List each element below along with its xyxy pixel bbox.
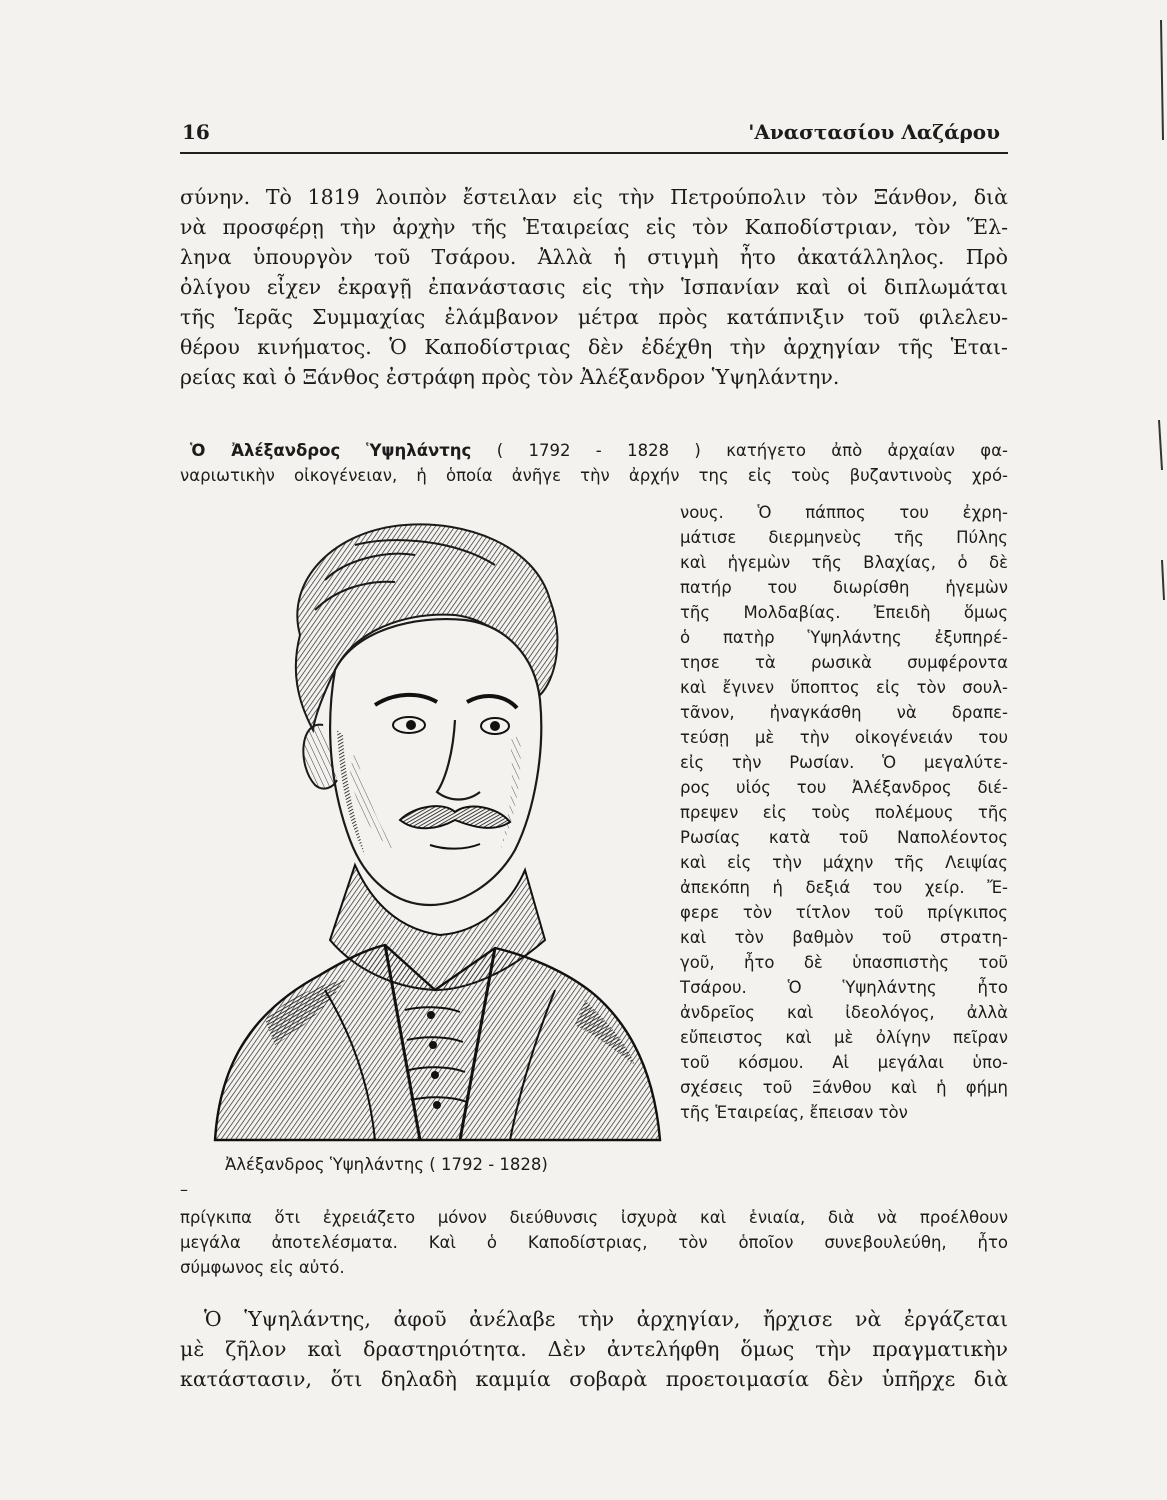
text-line: τησε τὰ ρωσικὰ συμφέροντα <box>680 653 1008 672</box>
text-line: ἀπεκόπη ἡ δεξιά του χείρ. Ἔ- <box>680 878 1008 897</box>
portrait-caption: Ἀλέξανδρος Ὑψηλάντης ( 1792 - 1828) <box>225 1155 548 1174</box>
text-line: κατάστασιν, ὅτι δηλαδὴ καμμία σοβαρὰ προετοιμασία δὲν ὑπῆρχε διὰ <box>180 1367 1008 1391</box>
text-line: ρος υἱός του Ἀλέξανδρος διέ- <box>680 778 1008 797</box>
text-line: νους. Ὁ πάππος του ἐχρη- <box>680 503 1008 522</box>
biography-intro-text: ( 1792 - 1828 ) κατήγετο ἀπὸ ἀρχαίαν φα- <box>496 441 1008 460</box>
running-title: 'Αναστασίου Λαζάρου <box>748 120 1000 144</box>
page-header <box>180 118 1008 154</box>
text-line: μεγάλα ἀποτελέσματα. Καὶ ὁ Καποδίστριας, τὸν ὁποῖον συνεβουλεύθη, ἦτο <box>180 1233 1008 1252</box>
text-line: σύμφωνος εἰς αὐτό. <box>180 1258 345 1277</box>
text-line: τᾶνον, ἠναγκάσθη νὰ δραπε- <box>680 703 1008 722</box>
paragraph-1 <box>180 182 1008 392</box>
text-line: εὔπειστος καὶ μὲ ὀλίγην πεῖραν <box>680 1028 1008 1047</box>
text-line: πρίγκιπα ὅτι ἐχρειάζετο μόνον διεύθυνσις ἰσχυρὰ καὶ ἑνιαία, διὰ νὰ προέλθουν <box>180 1208 1008 1227</box>
biography-subject-name: Ὁ Ἀλέξανδρος Ὑψηλάντης <box>190 441 472 460</box>
text-line: τῆς Μολδαβίας. Ἐπειδὴ ὅμως <box>680 603 1008 622</box>
text-line: μάτισε διερμηνεὺς τῆς Πύλης <box>680 528 1008 547</box>
text-line: πρεψεν εἰς τοὺς πολέμους τῆς <box>680 803 1008 822</box>
text-line: καὶ εἰς τὴν μάχην τῆς Λειψίας <box>680 853 1008 872</box>
text-line: τῆς Ἑταιρείας, ἔπεισαν τὸν <box>680 1103 908 1122</box>
text-line: Τσάρου. Ὁ Ὑψηλάντης ἦτο <box>680 978 1008 997</box>
text-line: Ρωσίας κατὰ τοῦ Ναπολέοντος <box>680 828 1008 847</box>
text-line <box>190 438 1008 463</box>
text-line: ναριωτικὴν οἰκογένειαν, ἡ ὁποία ἀνῆγε τὴν ἀρχήν της εἰς τοὺς βυζαντινοὺς χρό- <box>180 466 1008 485</box>
text-line: καὶ τὸν βαθμὸν τοῦ στρατη- <box>680 928 1008 947</box>
text-line: ὁ πατὴρ Ὑψηλάντης ἐξυπηρέ- <box>680 628 1008 647</box>
biography-tail <box>180 1205 1008 1280</box>
biography-intro <box>180 438 1008 488</box>
text-line: εἰς τὴν Ρωσίαν. Ὁ μεγαλύτε- <box>680 753 1008 772</box>
text-line: ἀνδρεῖος καὶ ἰδεολόγος, ἀλλὰ <box>680 1003 1008 1022</box>
text-line: ληνα ὑπουργὸν τοῦ Τσάρου. Ἀλλὰ ἡ στιγμὴ ἦτο ἀκατάλληλος. Πρὸ <box>180 245 1008 269</box>
portrait-engraving <box>205 520 665 1150</box>
text-line: Ὁ Ὑψηλάντης, ἀφοῦ ἀνέλαβε τὴν ἀρχηγίαν, ἤρχισε νὰ ἐργάζεται <box>204 1307 1008 1331</box>
text-line: μὲ ζῆλον καὶ δραστηριότητα. Δὲν ἀντελήφθη ὅμως τὴν πραγματικὴν <box>180 1337 1008 1361</box>
paragraph-2 <box>180 1304 1008 1394</box>
text-line: τοῦ κόσμου. Αἱ μεγάλαι ὑπο- <box>680 1053 1008 1072</box>
text-line: ρείας καὶ ὁ Ξάνθος ἐστράφη πρὸς τὸν Ἀλέξανδρον Ὑψηλάντην. <box>180 365 840 389</box>
text-line: νὰ προσφέρῃ τὴν ἀρχὴν τῆς Ἑταιρείας εἰς τὸν Καποδίστριαν, τὸν Ἕλ- <box>180 215 1008 239</box>
text-line: ὀλίγου εἶχεν ἐκραγῇ ἐπανάστασις εἰς τὴν Ἱσπανίαν καὶ οἱ διπλωμάται <box>180 275 1008 299</box>
text-line: τεύσῃ μὲ τὴν οἰκογένειάν του <box>680 728 1008 747</box>
text-line: φερε τὸν τίτλον τοῦ πρίγκιπος <box>680 903 1008 922</box>
text-line: σχέσεις τοῦ Ξάνθου καὶ ἡ φήμη <box>680 1078 1008 1097</box>
text-line: σύνην. Τὸ 1819 λοιπὸν ἔστειλαν εἰς τὴν Πετρούπολιν τὸν Ξάνθον, διὰ <box>180 185 1008 209</box>
scan-edge-mark <box>1153 0 1167 1500</box>
text-line: καὶ ἔγινεν ὕποπτος εἰς τὸν σουλ- <box>680 678 1008 697</box>
biography-wrapped-column <box>680 500 1008 1125</box>
text-line: γοῦ, ἦτο δὲ ὑπασπιστὴς τοῦ <box>680 953 1008 972</box>
text-line: θέρου κινήματος. Ὁ Καποδίστριας δὲν ἐδέχθη τὴν ἀρχηγίαν τῆς Ἑται- <box>180 335 1008 359</box>
text-line: πατήρ του διωρίσθη ἡγεμὼν <box>680 578 1008 597</box>
text-line: τῆς Ἱερᾶς Συμμαχίας ἐλάμβανον μέτρα πρὸς κατάπνιξιν τοῦ φιλελευ- <box>180 305 1008 329</box>
page-number: 16 <box>182 120 210 144</box>
text-line: καὶ ἡγεμὼν τῆς Βλαχίας, ὁ δὲ <box>680 553 1008 572</box>
caption-dash: – <box>180 1180 188 1199</box>
